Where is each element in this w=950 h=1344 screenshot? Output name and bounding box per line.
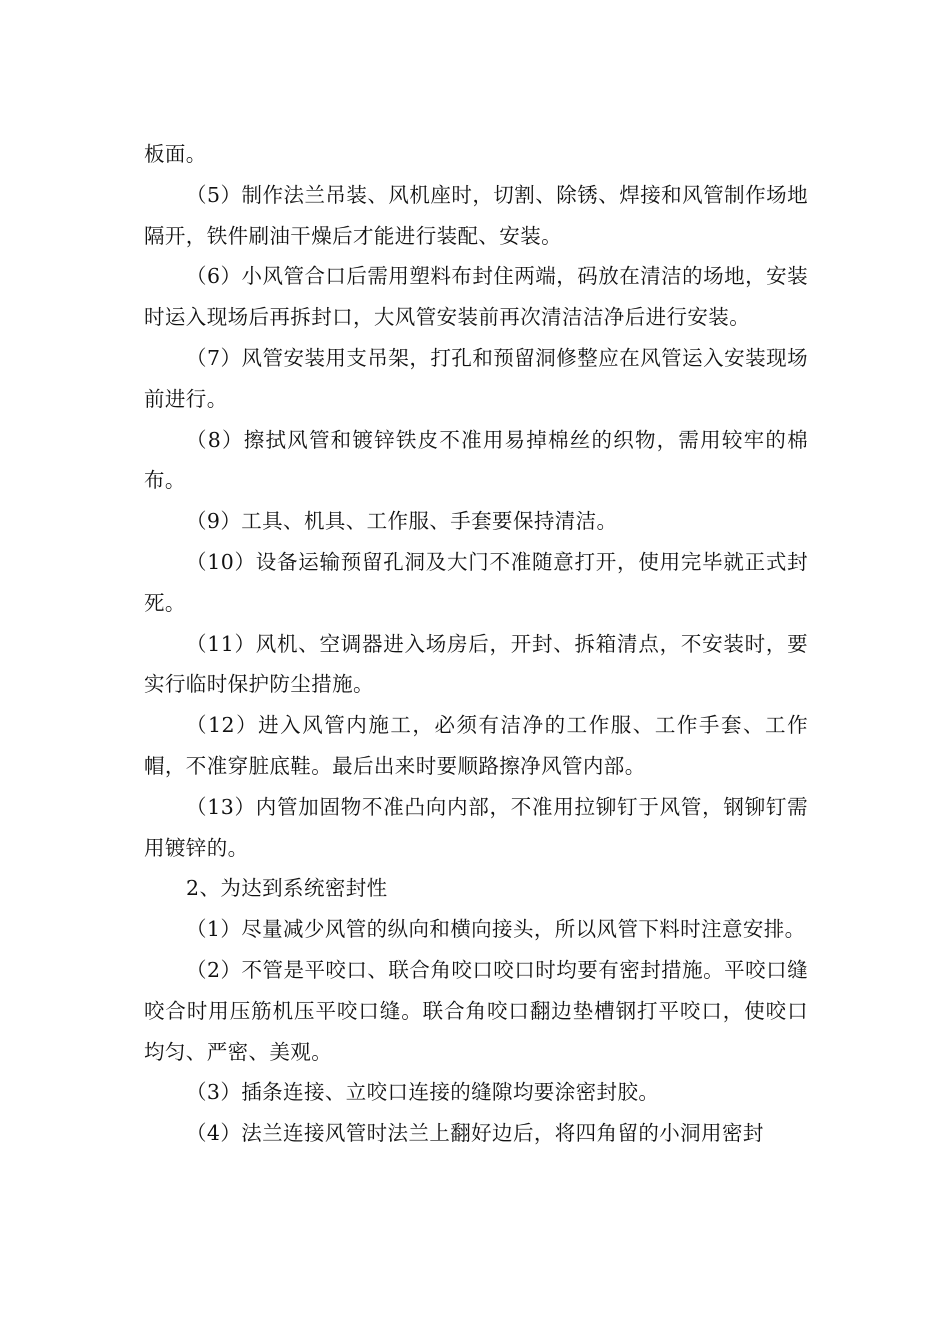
paragraph-13: （2）不管是平咬口、联合角咬口咬口时均要有密封措施。平咬口缝咬合时用压筋机压平咬口缝。联合角咬口翻边垫槽钢打平咬口，使咬口均匀、严密、美观。 bbox=[144, 957, 808, 1064]
paragraph-2: （5）制作法兰吊装、风机座时，切割、除锈、焊接和风管制作场地隔开，铁件刷油干燥后才能进行装配、安装。 bbox=[144, 182, 808, 248]
paragraph-9: （12）进入风管内施工，必须有洁净的工作服、工作手套、工作帽，不准穿脏底鞋。最后出来时要顺路擦净风管内部。 bbox=[144, 713, 808, 778]
paragraph-7: （10）设备运输预留孔洞及大门不准随意打开，使用完毕就正式封死。 bbox=[144, 549, 808, 615]
section-heading: 2、为达到系统密封性 bbox=[186, 876, 388, 901]
document-body bbox=[144, 134, 808, 1154]
paragraph-3: （6）小风管合口后需用塑料布封住两端，码放在清洁的场地，安装时运入现场后再拆封口，大风管安装前再次清洁洁净后进行安装。 bbox=[144, 264, 808, 330]
paragraph-1: 板面。 bbox=[144, 142, 207, 166]
paragraph-12: （1）尽量减少风管的纵向和横向接头，所以风管下料时注意安排。 bbox=[186, 917, 806, 942]
paragraph-10: （13）内管加固物不准凸向内部，不准用拉铆钉于风管，钢铆钉需用镀锌的。 bbox=[144, 794, 808, 860]
paragraph-4: （7）风管安装用支吊架，打孔和预留洞修整应在风管运入安装现场前进行。 bbox=[144, 345, 808, 411]
paragraph-8: （11）风机、空调器进入场房后，开封、拆箱清点，不安装时，要实行临时保护防尘措施。 bbox=[144, 631, 808, 697]
paragraph-15: （4）法兰连接风管时法兰上翻好边后，将四角留的小洞用密封 bbox=[186, 1121, 764, 1146]
paragraph-6: （9）工具、机具、工作服、手套要保持清洁。 bbox=[186, 509, 618, 534]
paragraph-14: （3）插条连接、立咬口连接的缝隙均要涂密封胶。 bbox=[186, 1080, 660, 1105]
paragraph-5: （8）擦拭风管和镀锌铁皮不准用易掉棉丝的织物，需用较牢的棉布。 bbox=[144, 427, 808, 493]
